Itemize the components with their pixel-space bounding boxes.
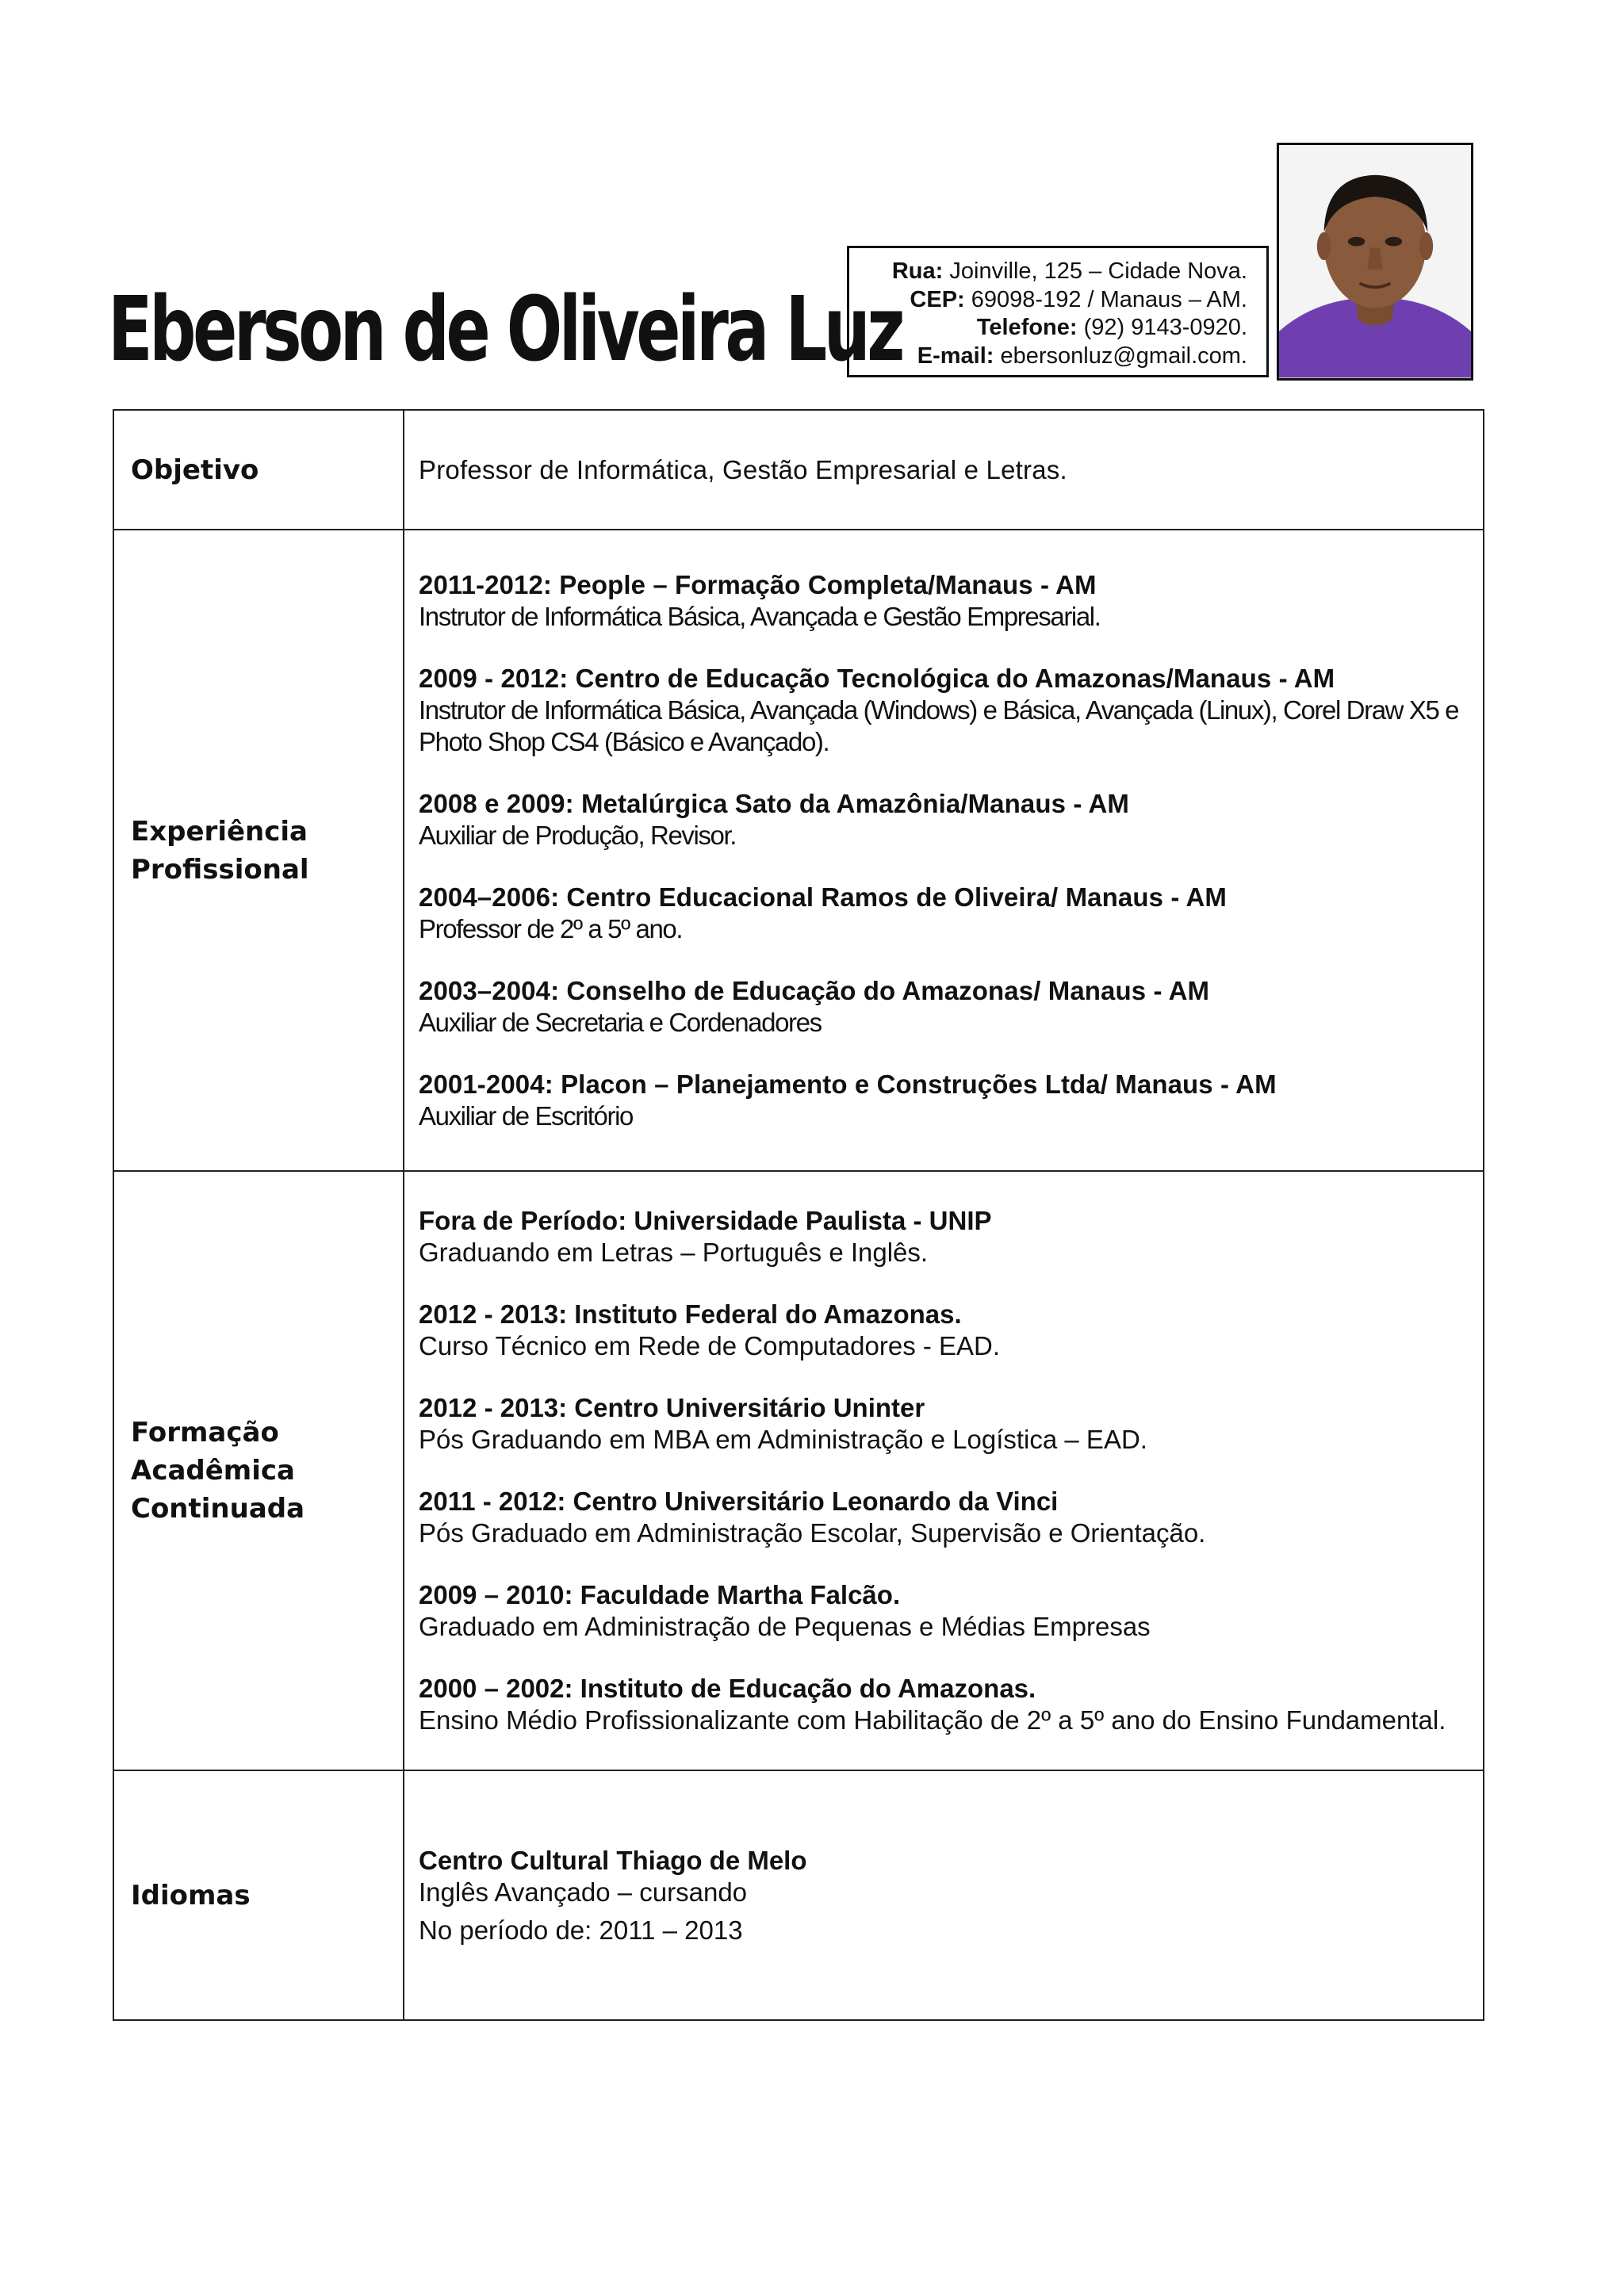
- language-period: No período de: 2011 – 2013: [419, 1915, 743, 1945]
- content-cell-formacao: [404, 1171, 1484, 1770]
- education-entry: [419, 1299, 1469, 1362]
- entry-desc: Pós Graduado em Administração Escolar, Supervisão e Orientação.: [419, 1518, 1206, 1548]
- entry-desc: Pós Graduando em MBA em Administração e Logística – EAD.: [419, 1425, 1147, 1454]
- entry-title: 2001-2004: Placon – Planejamento e Construções Ltda/ Manaus - AM: [419, 1069, 1277, 1099]
- experience-entry: [419, 975, 1469, 1039]
- contact-email: E-mail: ebersonluz@gmail.com.: [917, 342, 1247, 369]
- content-cell-idiomas: [404, 1770, 1484, 2020]
- education-entry: [419, 1579, 1469, 1643]
- entry-desc: Instrutor de Informática Básica, Avançada e Gestão Empresarial.: [419, 601, 1101, 631]
- entry-title: 2011-2012: People – Formação Completa/Manaus - AM: [419, 569, 1097, 599]
- section-label-experiencia: Experiência Profissional: [131, 815, 309, 886]
- entry-desc: Auxiliar de Produção, Revisor.: [419, 820, 737, 850]
- row-objetivo: [113, 410, 1484, 530]
- experience-entry: [419, 882, 1469, 945]
- entry-title: 2012 - 2013: Centro Universitário Uninter: [419, 1393, 925, 1422]
- entry-title: Centro Cultural Thiago de Melo: [419, 1845, 807, 1875]
- entry-desc: Auxiliar de Secretaria e Cordenadores: [419, 1007, 822, 1037]
- profile-photo-illustration: [1279, 145, 1471, 378]
- section-label-objetivo: Objetivo: [131, 453, 259, 486]
- content-cell-experiencia: [404, 530, 1484, 1171]
- row-idiomas: [113, 1770, 1484, 2020]
- experience-entry: [419, 569, 1469, 633]
- contact-box: [847, 246, 1269, 377]
- entry-desc: Auxiliar de Escritório: [419, 1100, 633, 1131]
- entry-desc: Professor de 2º a 5º ano.: [419, 913, 683, 943]
- profile-photo: [1277, 143, 1473, 381]
- entry-desc: Ensino Médio Profissionalizante com Habilitação de 2º a 5º ano do Ensino Fundamental.: [419, 1705, 1446, 1735]
- education-entry: [419, 1673, 1469, 1736]
- contact-address: Rua: Joinville, 125 – Cidade Nova.: [891, 258, 1247, 284]
- entry-desc: Graduando em Letras – Português e Inglês.: [419, 1238, 929, 1267]
- row-formacao: [113, 1171, 1484, 1770]
- entry-desc: Instrutor de Informática Básica, Avançada (Windows) e Básica, Avançada (Linux), Corel Draw X5 e Photo Shop CS4 (Básico e Avançado).: [419, 695, 1459, 756]
- section-label-idiomas: Idiomas: [131, 1879, 251, 1911]
- contact-cep: CEP: 69098-192 / Manaus – AM.: [910, 286, 1247, 312]
- objective-text: Professor de Informática, Gestão Empresarial e Letras.: [419, 454, 1067, 484]
- row-experiencia: [113, 530, 1484, 1171]
- entry-title: 2000 – 2002: Instituto de Educação do Amazonas.: [419, 1674, 1036, 1703]
- contact-phone: Telefone: (92) 9143-0920.: [976, 315, 1247, 340]
- label-cell-formacao: [113, 1171, 404, 1770]
- entry-title: 2008 e 2009: Metalúrgica Sato da Amazônia/Manaus - AM: [419, 788, 1129, 818]
- language-entry: [419, 1845, 1469, 1946]
- entry-desc: Inglês Avançado – cursando: [419, 1877, 748, 1907]
- education-entry: [419, 1392, 1469, 1456]
- entry-title: 2011 - 2012: Centro Universitário Leonardo da Vinci: [419, 1487, 1059, 1516]
- label-cell-experiencia: [113, 530, 404, 1171]
- experience-entry: [419, 1069, 1469, 1132]
- entry-desc: Curso Técnico em Rede de Computadores - EAD.: [419, 1331, 1001, 1360]
- education-entry: [419, 1486, 1469, 1549]
- entry-title: Fora de Período: Universidade Paulista - UNIP: [419, 1206, 992, 1235]
- entry-title: 2004–2006: Centro Educacional Ramos de Oliveira/ Manaus - AM: [419, 882, 1227, 912]
- entry-title: 2012 - 2013: Instituto Federal do Amazonas.: [419, 1299, 962, 1329]
- entry-title: 2009 - 2012: Centro de Educação Tecnológica do Amazonas/Manaus - AM: [419, 663, 1335, 693]
- education-entry: [419, 1205, 1469, 1269]
- experience-entry: [419, 663, 1469, 758]
- label-cell-idiomas: [113, 1770, 404, 2020]
- entry-title: 2009 – 2010: Faculdade Martha Falcão.: [419, 1580, 901, 1609]
- content-cell-objetivo: [404, 410, 1484, 530]
- section-label-formacao: Formação Acadêmica Continuada: [131, 1417, 305, 1525]
- entry-title: 2003–2004: Conselho de Educação do Amazonas/ Manaus - AM: [419, 975, 1210, 1005]
- label-cell-objetivo: [113, 410, 404, 530]
- entry-desc: Graduado em Administração de Pequenas e Médias Empresas: [419, 1612, 1151, 1641]
- candidate-name: Eberson de Oliveira Luz: [108, 278, 902, 381]
- experience-entry: [419, 788, 1469, 851]
- resume-table: [113, 409, 1484, 2021]
